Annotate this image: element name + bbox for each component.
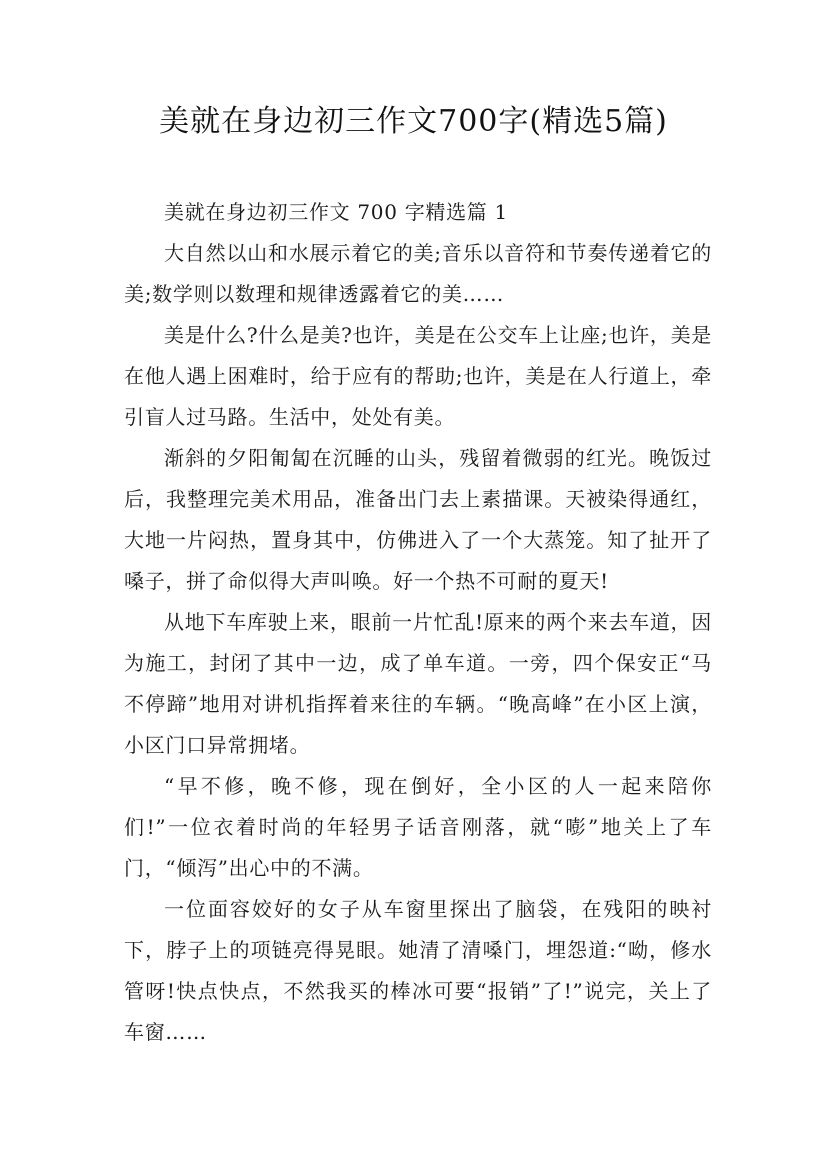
document-body [124, 192, 712, 1053]
section-heading: 美就在身边初三作文 700 字精选篇 1 [164, 200, 508, 224]
document-title: 美就在身边初三作文700字(精选5篇) [159, 104, 668, 139]
paragraph: 从地下车库驶上来，眼前一片忙乱!原来的两个来去车道，因为施工，封闭了其中一边，成了单车道。一旁，四个保安正“马不停蹄”地用对讲机指挥着来往的车辆。“晚高峰”在小区上演，小区门口异常拥堵。 [124, 610, 712, 757]
paragraph: 渐斜的夕阳匍匐在沉睡的山头，残留着微弱的红光。晚饭过后，我整理完美术用品，准备出门去上素描课。天被染得通红，大地一片闷热，置身其中，仿佛进入了一个大蒸笼。知了扯开了嗓子，拼了命似得大声叫唤。好一个热不可耐的夏天! [124, 446, 712, 593]
paragraph: “早不修，晚不修，现在倒好，全小区的人一起来陪你们!”一位衣着时尚的年轻男子话音刚落，就“嘭”地关上了车门，“倾泻”出心中的不满。 [124, 774, 712, 880]
paragraph: 一位面容姣好的女子从车窗里探出了脑袋，在残阳的映衬下，脖子上的项链亮得晃眼。她清了清嗓门，埋怨道:“呦，修水管呀!快点快点，不然我买的棒冰可要“报销”了!”说完，关上了车窗…… [124, 897, 712, 1044]
paragraph: 美是什么?什么是美?也许，美是在公交车上让座;也许，美是在他人遇上困难时，给于应有的帮助;也许，美是在人行道上，牵引盲人过马路。生活中，处处有美。 [124, 323, 712, 429]
paragraph: 大自然以山和水展示着它的美;音乐以音符和节奏传递着它的美;数学则以数理和规律透露着它的美…… [124, 241, 712, 306]
